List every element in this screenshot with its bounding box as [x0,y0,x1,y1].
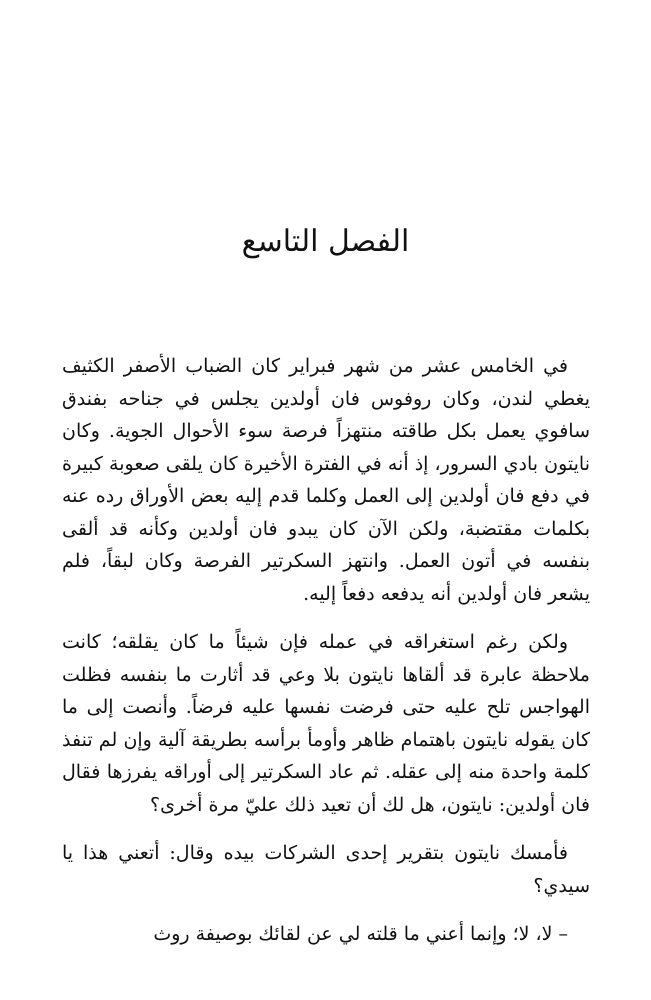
paragraph-1: في الخامس عشر من شهر فبراير كان الضباب الأصفر الكثيف يغطي لندن، وكان روفوس فان أولدين يجلس في جناحه بفندق سافوي يعمل بكل طاقته منتهزاً فرصة سوء الأحوال الجوية. وكان نايتون بادي السرور، إذ أنه في الفترة الأخيرة كان يلقى صعوبة كبيرة في دفع فان أولدين إلى العمل وكلما قدم إليه بعض الأوراق رده عنه بكلمات مقتضبة، ولكن الآن كان يبدو فان أولدين وكأنه قد ألقى بنفسه في أتون العمل. وانتهز السكرتير الفرصة وكان لبقاً، فلم يشعر فان أولدين أنه يدفعه دفعاً إليه. [62,355,590,605]
chapter-body [62,350,590,967]
paragraph-2: ولكن رغم استغراقه في عمله فإن شيئاً ما كان يقلقه؛ كانت ملاحظة عابرة قد ألقاها نايتون بلا وعي قد أثارت ما بنفسه فظلت الهواجس تلح عليه حتى فرضت نفسها عليه فرضاً. وأنصت إلى ما كان يقوله نايتون باهتمام ظاهر وأومأ برأسه بطريقة آلية وإن لم تنفذ كلمة واحدة منه إلى عقله. ثم عاد السكرتير إلى أوراقه يفرزها فقال فان أولدين: نايتون، هل لك أن تعيد ذلك عليّ مرة أخرى؟ [62,631,590,816]
paragraph-4: – لا، لا؛ وإنما أعني ما قلته لي عن لقائك بوصيفة روث [153,923,568,945]
paragraph-3: فأمسك نايتون بتقرير إحدى الشركات بيده وقال: أتعني هذا يا سيدي؟ [62,842,590,897]
chapter-title: الفصل التاسع [241,224,410,259]
